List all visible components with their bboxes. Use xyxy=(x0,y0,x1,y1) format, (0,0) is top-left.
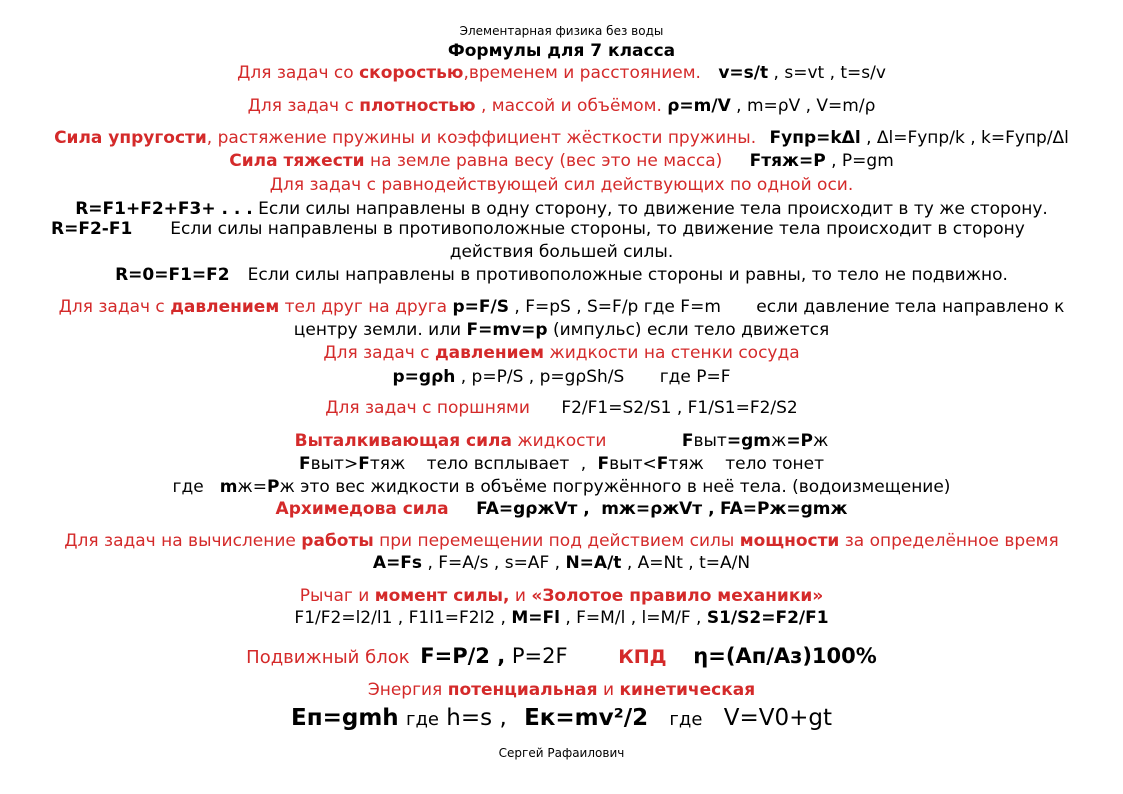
pressure-line-2 xyxy=(0,320,1123,340)
work-formula-main: A=Fs xyxy=(372,553,423,573)
potential-energy-formula: Eп=gmh xyxy=(291,705,399,731)
potential-keyword: потенциальная xyxy=(447,680,598,700)
moment-keyword: момент силы, xyxy=(374,586,510,606)
pistons-formulas: F2/F1=S2/S1 , F1/S1=F2/S2 xyxy=(561,398,798,418)
density-formulas: , m=ρV , V=m/ρ xyxy=(736,96,876,116)
lever-line: Рычаг и момент силы, и «Золотое правило механики» xyxy=(299,586,824,606)
archimedes-formula-3: FA=Pж=gmж xyxy=(719,499,848,519)
work-line: Для задач на вычисление работы при перемещении под действием силы мощности за определённое время xyxy=(64,531,1059,551)
elastic-line xyxy=(0,128,1123,148)
efficiency-label: КПД xyxy=(618,646,667,668)
fluid-pressure-line xyxy=(0,343,1123,363)
speed-keyword: скоростью xyxy=(359,63,464,83)
speed-rest: ,временем и расстоянием. xyxy=(463,63,701,83)
density-keyword: плотностью xyxy=(359,96,476,116)
resultant-formula-3: R=0=F1=F2 xyxy=(115,265,230,285)
archimedes-formula-2: mж=ρжVт , xyxy=(601,499,715,519)
pressure-formula-main: p=F/S xyxy=(452,297,509,317)
elastic-formula-main: Fупр=kΔl xyxy=(769,128,861,148)
velocity-formula: V=V0+gt xyxy=(723,705,832,731)
energy-line: Энергия потенциальная и кинетическая xyxy=(367,680,756,700)
buoyancy-rest: жидкости xyxy=(511,431,607,451)
density-intro: Для задач с xyxy=(247,96,360,116)
resultant-formula-1: R=F1+F2+F3+ . . . xyxy=(75,199,253,219)
fluid-note: где P=F xyxy=(659,367,731,387)
lever-formulas-line: F1/F2=l2/l1 , F1l1=F2l2 , M=Fl , F=M/l , l=M/F , S1/S2=F2/F1 xyxy=(294,608,829,628)
work-keyword: работы xyxy=(301,531,374,551)
speed-line xyxy=(0,63,1123,83)
resultant-row-2 xyxy=(51,219,1111,239)
elastic-formulas: , Δl=Fупр/k , k=Fупр/Δl xyxy=(866,128,1069,148)
golden-rule-formula: S1/S2=F2/F1 xyxy=(706,608,829,628)
gravity-keyword: Сила тяжести xyxy=(229,151,365,171)
block-line xyxy=(0,643,1123,671)
speed-formulas: , s=vt , t=s/v xyxy=(773,63,886,83)
power-keyword: мощности xyxy=(739,531,840,551)
resultant-text-2: Если силы направлены в противоположные стороны, то движение тела происходит в сторону xyxy=(170,219,1025,239)
resultant-text-3: Если силы направлены в противоположные стороны и равны, то тело не подвижно. xyxy=(247,265,1008,285)
speed-formula-main: v=s/t xyxy=(718,63,769,83)
fluid-formulas-line xyxy=(0,367,1123,387)
resultant-intro: Для задач с равнодействующей сил действующих по одной оси. xyxy=(269,175,854,195)
fluid-formula-main: p=gρh xyxy=(392,367,456,387)
archimedes-line xyxy=(0,499,1123,519)
pistons-intro: Для задач с поршнями xyxy=(325,398,530,418)
resultant-formula-2: R=F2-F1 xyxy=(51,219,133,239)
block-formula-main: F=P/2 , xyxy=(420,644,506,668)
pressure-line2-b: (импульс) если тело движется xyxy=(547,320,830,340)
work-formulas-line: A=Fs , F=A/s , s=AF , N=A/t , A=Nt , t=A/N xyxy=(372,553,751,573)
resultant-text-2b: действия большей силы. xyxy=(449,242,674,262)
floats-text: тело всплывает xyxy=(426,454,570,474)
elastic-rest: , растяжение пружины и коэффициент жёсткости пружины. xyxy=(206,128,757,148)
pressure-line2-a: центру земли. или xyxy=(293,320,467,340)
pressure-intro: Для задач с xyxy=(58,297,171,317)
pressure-line xyxy=(0,297,1123,317)
site-name: Элементарная физика без воды xyxy=(459,24,664,38)
author: Сергей Рафаилович xyxy=(498,746,625,760)
gravity-formula-main: Fтяж=P xyxy=(749,151,826,171)
golden-rule-keyword: «Золотое правило механики» xyxy=(531,586,824,606)
density-formula-main: ρ=m/V xyxy=(667,96,731,116)
kinetic-energy-formula: Eк=mv²/2 xyxy=(524,705,649,731)
energy-formulas-line: Eп=gmh где h=s , Eк=mv²/2 где V=V0+gt xyxy=(291,705,832,731)
buoyancy-formula: Fвыт=gmж=Pж xyxy=(681,431,829,451)
buoyancy-conditions: Fвыт>Fтяж тело всплывает , Fвыт<Fтяж тело тонет xyxy=(298,454,825,474)
sinks-text: тело тонет xyxy=(725,454,825,474)
resultant-text-1: Если силы направлены в одну сторону, то движение тела происходит в ту же сторону. xyxy=(258,199,1048,219)
pressure-momentum-formula: F=mv=p xyxy=(466,320,548,340)
pressure-formulas: , F=pS , S=F/p где F=m xyxy=(514,297,721,317)
density-line xyxy=(0,96,1123,116)
pressure-keyword: давлением xyxy=(170,297,280,317)
power-formula-main: N=A/t xyxy=(565,553,622,573)
kinetic-keyword: кинетическая xyxy=(619,680,756,700)
fluid-intro: Для задач с xyxy=(323,343,435,363)
moment-formula: M=Fl xyxy=(511,608,560,628)
efficiency-formula: η=(Aп/Aз)100% xyxy=(693,644,877,668)
page-title: Формулы для 7 класса xyxy=(447,41,676,61)
gravity-formulas: , P=gm xyxy=(831,151,894,171)
density-rest: , массой и объёмом. xyxy=(475,96,662,116)
pressure-rest: тел друг на друга xyxy=(279,297,448,317)
fluid-formulas: , p=P/S , p=gρSh/S xyxy=(455,367,625,387)
gravity-line xyxy=(0,151,1123,171)
buoyancy-keyword: Выталкивающая сила xyxy=(294,431,512,451)
block-label: Подвижный блок xyxy=(246,647,410,668)
resultant-row-1 xyxy=(0,199,1123,219)
speed-intro: Для задач со xyxy=(237,63,360,83)
gravity-rest: на земле равна весу (вес это не масса) xyxy=(364,151,723,171)
pistons-line xyxy=(0,398,1123,418)
resultant-row-3 xyxy=(0,265,1123,285)
archimedes-keyword: Архимедова сила xyxy=(275,499,449,519)
archimedes-formula-1: FA=gρжVт , xyxy=(476,499,590,519)
block-formula-2: P=2F xyxy=(511,644,568,668)
buoyancy-line xyxy=(0,431,1123,451)
fluid-rest: жидкости на стенки сосуда xyxy=(543,343,800,363)
displacement-line: где mж=Pж это вес жидкости в объёме погружённого в неё тела. (водоизмещение) xyxy=(172,477,951,497)
fluid-keyword: давлением xyxy=(434,343,544,363)
elastic-keyword: Сила упругости xyxy=(54,128,207,148)
pressure-note: если давление тела направлено к xyxy=(756,297,1065,317)
